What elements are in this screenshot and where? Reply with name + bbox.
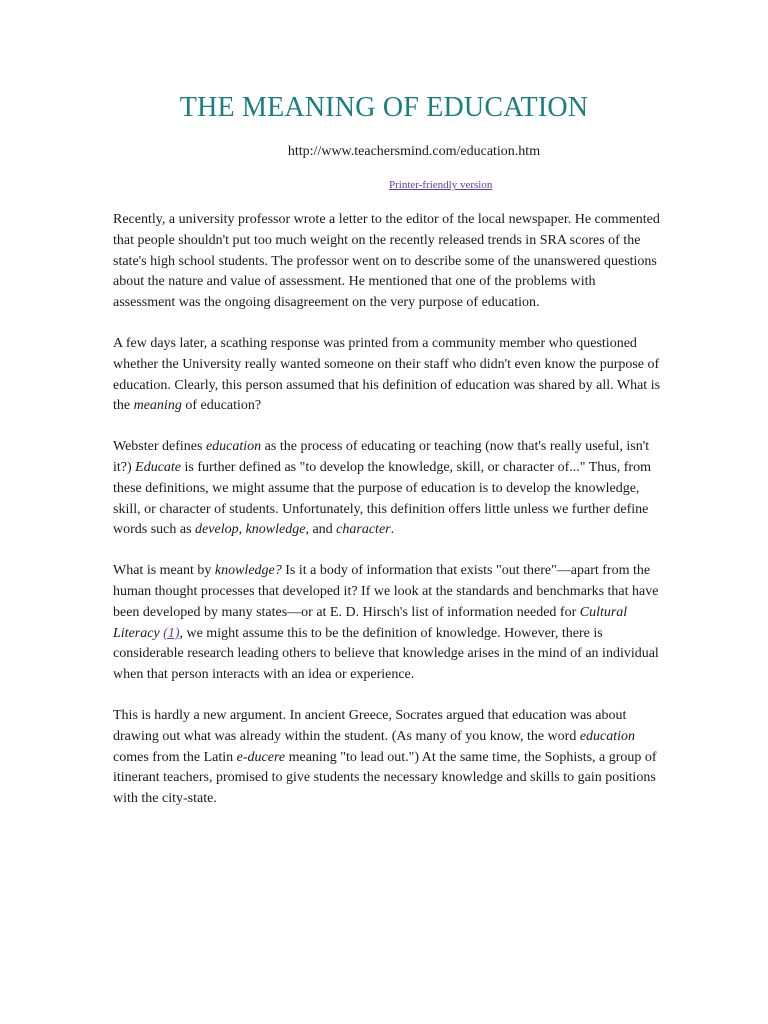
emphasis: education bbox=[205, 439, 262, 455]
emphasis: Cultural Literacy bbox=[113, 604, 628, 641]
paragraph-3 bbox=[113, 437, 661, 541]
emphasis: knowledge bbox=[245, 522, 306, 538]
paragraph-2 bbox=[113, 334, 661, 417]
text-run: , bbox=[238, 522, 246, 538]
footnote-link[interactable]: (1) bbox=[163, 625, 180, 641]
text-run: comes from the Latin bbox=[113, 749, 237, 765]
emphasis: Educate bbox=[135, 459, 182, 475]
emphasis: develop bbox=[195, 522, 239, 538]
text-run: . bbox=[390, 522, 395, 538]
text-run: Webster defines bbox=[113, 439, 206, 455]
text-run: What is meant by bbox=[113, 563, 215, 579]
source-url: http://www.teachersmind.com/education.htm bbox=[287, 144, 541, 159]
text-run: Is it a body of information that exists "out there"—apart from the human thought processes that developed it? If we look at the standards and benchmarks that have been developed by many states—or at E. D. Hirsch's list of information needed for bbox=[113, 563, 659, 620]
text-run: , we might assume this to be the definition of knowledge. However, there is considerable research leading others to believe that knowledge arises in the mind of an individual when that person interacts with an idea or experience. bbox=[113, 625, 659, 683]
text-run: , and bbox=[305, 522, 337, 538]
text-run: as the process of educating or teaching (now that's really useful, isn't it?) bbox=[113, 439, 650, 475]
text-run: A few days later, a scathing response was printed from a community member who questioned whether the University really wanted someone on their staff who didn't even know the purpose of education. Clearly, this person assumed that his definition of education was shared by all. What is the bbox=[113, 335, 661, 414]
text-run: is further defined as "to develop the knowledge, skill, or character of..." Thus, from these definitions, we might assume that the purpose of education is to develop the knowledge, skill, or character of students. Unfortunately, this definition offers little unless we further define words such as bbox=[113, 459, 651, 538]
printer-friendly-link[interactable]: Printer-friendly version bbox=[389, 179, 493, 191]
paragraph-4 bbox=[113, 561, 661, 686]
text-run: meaning "to lead out.") At the same time, the Sophists, a group of itinerant teachers, promised to give students the necessary knowledge and skills to gain positions with the city-state. bbox=[113, 749, 657, 807]
emphasis: meaning bbox=[133, 398, 182, 414]
paragraph-5 bbox=[113, 706, 661, 810]
emphasis: education bbox=[579, 728, 636, 744]
paragraph-1: Recently, a university professor wrote a letter to the editor of the local newspaper. He commented that people shouldn't put too much weight on the recently released trends in SRA scores of the state's high school students. The professor went on to describe some of the unanswered questions about the nature and value of assessment. He mentioned that one of the problems with assessment was the ongoing disagreement on the very purpose of education. bbox=[113, 212, 660, 311]
article-body bbox=[113, 210, 661, 830]
page-title: THE MEANING OF EDUCATION bbox=[179, 92, 589, 123]
emphasis: knowledge? bbox=[214, 563, 282, 579]
text-run: of education? bbox=[181, 398, 262, 414]
text-run: This is hardly a new argument. In ancient Greece, Socrates argued that education was about drawing out what was already within the student. (As many of you know, the word bbox=[113, 707, 627, 744]
emphasis: character bbox=[336, 522, 391, 538]
emphasis: e-ducere bbox=[236, 749, 286, 765]
